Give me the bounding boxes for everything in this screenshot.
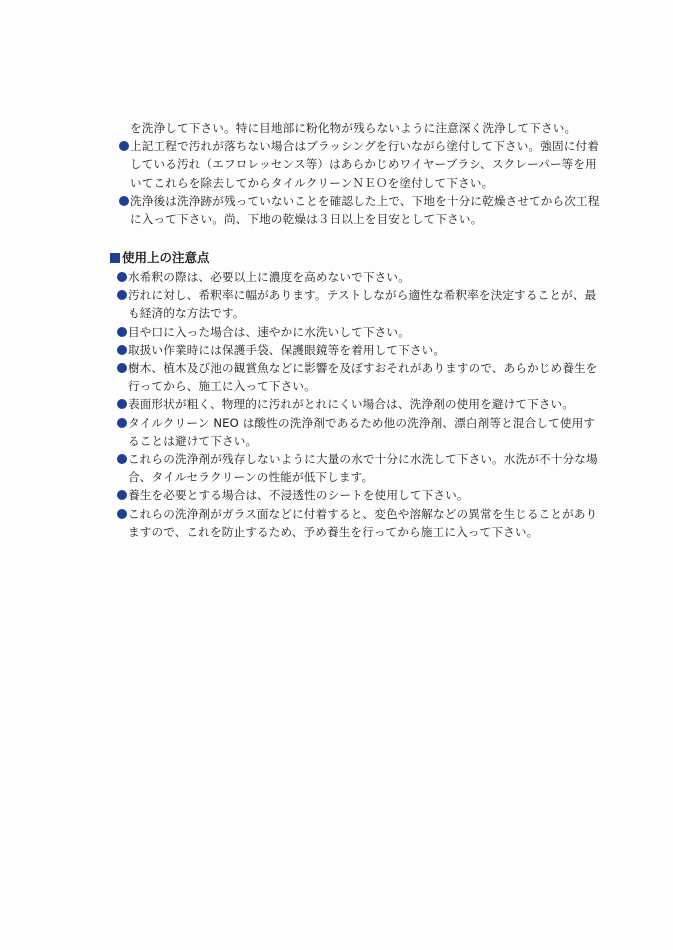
intro-item-line: している汚れ（エフロレッセンス等）はあらかじめワイヤーブラシ、スクレーパー等を用 bbox=[130, 157, 597, 172]
list-item: 取扱い作業時には保護手袋、保護眼鏡等を着用して下さい。 bbox=[110, 341, 580, 359]
bullet-icon bbox=[117, 363, 127, 373]
intro-item bbox=[110, 137, 599, 192]
bullet-icon bbox=[117, 345, 127, 355]
precautions-list bbox=[110, 268, 598, 541]
bullet-icon bbox=[117, 490, 127, 500]
bullet-icon bbox=[117, 418, 127, 428]
bullet-icon bbox=[119, 196, 129, 206]
bullet-icon bbox=[119, 141, 129, 151]
intro-item-line: に入って下さい。尚、下地の乾燥は３日以上を目安として下さい。 bbox=[130, 212, 483, 227]
list-item: 汚れに対し、希釈率に幅があります。テストしながら適性な希釈率を決定することが、最 も経済的な方法です。 bbox=[110, 286, 580, 322]
intro-block bbox=[110, 119, 600, 228]
bullet-icon bbox=[117, 290, 127, 300]
bullet-icon bbox=[117, 327, 127, 337]
section-title: 使用上の注意点 bbox=[110, 249, 210, 267]
intro-item bbox=[110, 192, 600, 228]
bullet-icon bbox=[117, 399, 127, 409]
list-item: これらの洗浄剤が残存しないように大量の水で十分に水洗して下さい。水洗が不十分な場 合、タイルセラクリーンの性能が低下します。 bbox=[110, 450, 580, 486]
list-item: 樹木、植木及び池の観賞魚などに影響を及ぼすおそれがありますので、あらかじめ養生を 行ってから、施工に入って下さい。 bbox=[110, 359, 580, 395]
square-bullet-icon bbox=[110, 253, 120, 263]
list-item: 水希釈の際は、必要以上に濃度を高めないで下さい。 bbox=[110, 268, 580, 286]
bullet-icon bbox=[117, 509, 127, 519]
intro-item-line: 洗浄後は洗浄跡が残っていないことを確認した上で、下地を十分に乾燥させてから次工程 bbox=[110, 192, 580, 210]
list-item: タイルクリーン NEO は酸性の洗浄剤であるため他の洗浄剤、漂白剤等と混合して使用す ることは避けて下さい。 bbox=[110, 414, 580, 450]
bullet-icon bbox=[117, 272, 127, 282]
intro-continuation: を洗浄して下さい。特に目地部に粉化物が残らないように注意深く洗浄して下さい。 bbox=[130, 121, 577, 135]
list-item: 表面形状が粗く、物理的に汚れがとれにくい場合は、洗浄剤の使用を避けて下さい。 bbox=[110, 395, 580, 413]
intro-item-line: 上記工程で汚れが落ちない場合はブラッシングを行いながら塗付して下さい。強固に付着 bbox=[110, 137, 580, 155]
bullet-icon bbox=[117, 454, 127, 464]
list-item: これらの洗浄剤がガラス面などに付着すると、変色や溶解などの異常を生じることがあり ますので、これを防止するため、予め養生を行ってから施工に入って下さい。 bbox=[110, 505, 580, 541]
intro-item-line: いてこれらを除去してからタイルクリーンＮＥＯを塗付して下さい。 bbox=[130, 175, 494, 190]
list-item: 養生を必要とする場合は、不浸透性のシートを使用して下さい。 bbox=[110, 486, 580, 504]
list-item: 目や口に入った場合は、速やかに水洗いして下さい。 bbox=[110, 323, 580, 341]
